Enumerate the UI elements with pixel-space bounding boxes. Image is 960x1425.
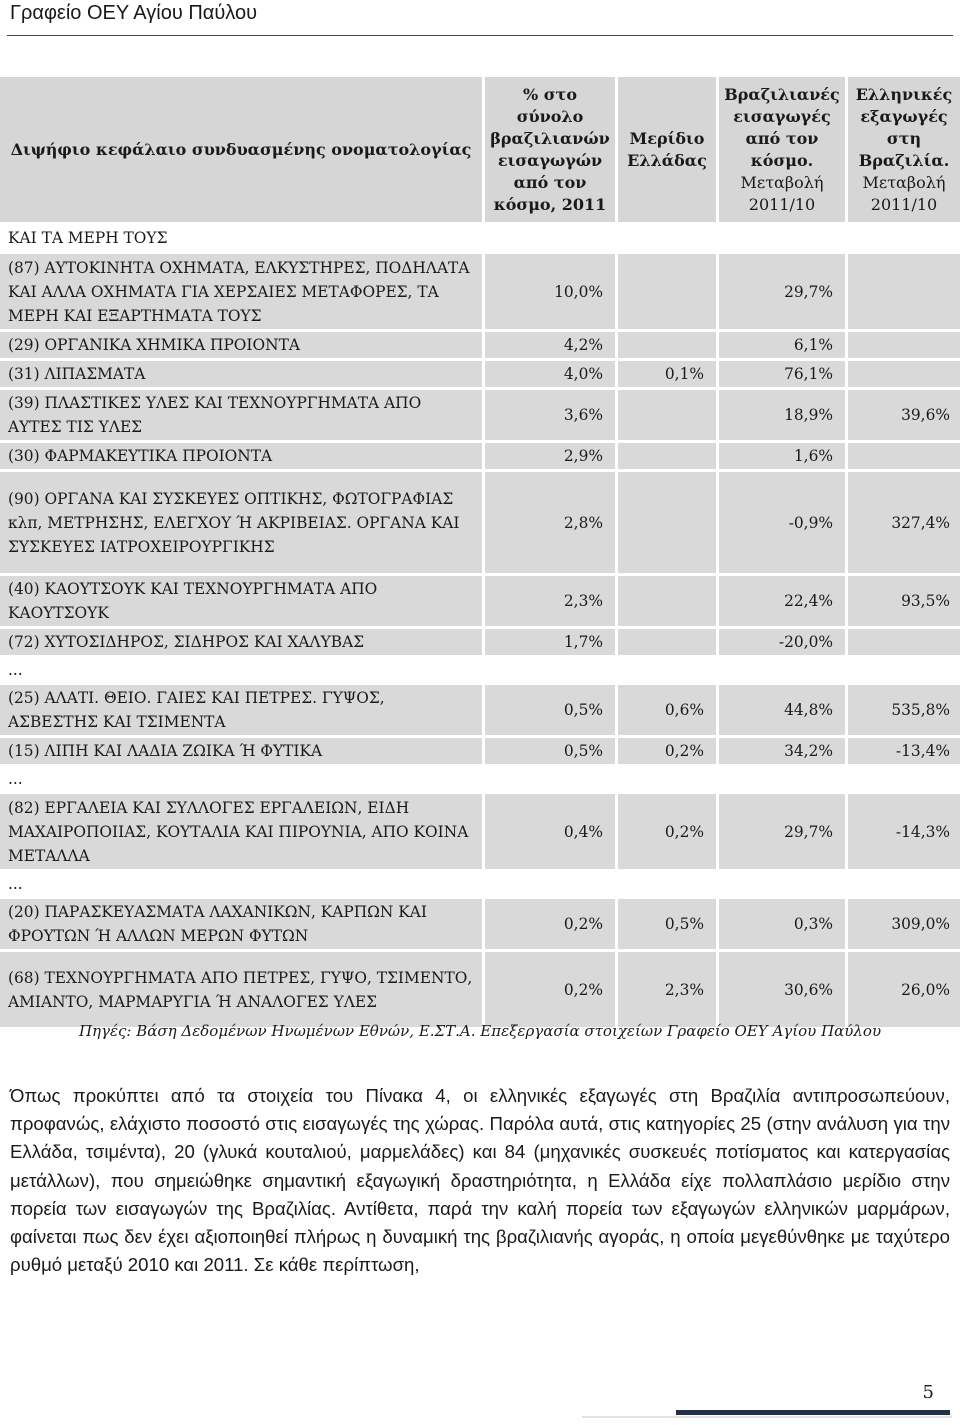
value-cell-greece: 0,2% <box>615 794 716 872</box>
value-cell-greek-exports-change: -14,3% <box>845 794 960 872</box>
value-cell-greece <box>615 254 716 332</box>
category-cell: (72) ΧΥΤΟΣΙΔΗΡΟΣ, ΣΙΔΗΡΟΣ ΚΑΙ ΧΑΛΥΒΑΣ <box>0 629 482 658</box>
category-cell: (25) ΑΛΑΤΙ. ΘΕΙΟ. ΓΑΙΕΣ ΚΑΙ ΠΕΤΡΕΣ. ΓΥΨΟΣ, ΑΣΒΕΣΤΗΣ ΚΑΙ ΤΣΙΜΕΝΤΑ <box>0 685 482 738</box>
value-cell-share <box>482 767 615 794</box>
category-cell: ... <box>0 658 482 685</box>
value-cell-share: 0,2% <box>482 899 615 952</box>
value-cell-imports-change: 6,1% <box>716 332 845 361</box>
table-row <box>0 629 960 658</box>
table-row <box>0 767 960 794</box>
value-cell-imports-change <box>716 767 845 794</box>
table-row <box>0 225 960 254</box>
value-cell-greek-exports-change <box>845 872 960 899</box>
value-cell-imports-change: 18,9% <box>716 390 845 443</box>
value-cell-greek-exports-change: 26,0% <box>845 952 960 1030</box>
value-cell-share: 2,3% <box>482 576 615 629</box>
header-divider <box>7 35 953 36</box>
value-cell-share: 2,9% <box>482 443 615 472</box>
value-cell-greek-exports-change <box>845 767 960 794</box>
column-header-line: σύνολο <box>516 106 584 126</box>
value-cell-greece <box>615 443 716 472</box>
column-header-line: κόσμο. <box>750 150 814 170</box>
column-header-line: από τον <box>745 128 819 148</box>
table-body <box>0 225 960 1030</box>
category-cell: (15) ΛΙΠΗ ΚΑΙ ΛΑΔΙΑ ΖΩΙΚΑ Ή ΦΥΤΙΚΑ <box>0 738 482 767</box>
value-cell-greece <box>615 472 716 576</box>
category-cell: ... <box>0 767 482 794</box>
value-cell-imports-change: 1,6% <box>716 443 845 472</box>
table-header-row <box>0 77 960 225</box>
value-cell-imports-change: 0,3% <box>716 899 845 952</box>
column-header-line: Βραζιλία. <box>858 150 950 170</box>
value-cell-greek-exports-change: 327,4% <box>845 472 960 576</box>
column-header-imports-change <box>716 77 845 225</box>
value-cell-imports-change <box>716 872 845 899</box>
value-cell-greece: 0,1% <box>615 361 716 390</box>
value-cell-greece <box>615 332 716 361</box>
column-header-line: % στο <box>522 84 577 104</box>
column-header-greek-exports-change <box>845 77 960 225</box>
value-cell-share: 0,2% <box>482 952 615 1030</box>
value-cell-greek-exports-change: 39,6% <box>845 390 960 443</box>
column-header-line: κόσμο, 2011 <box>493 194 607 214</box>
column-header-line: Ελληνικές <box>855 84 953 104</box>
value-cell-imports-change <box>716 225 845 254</box>
category-cell: (30) ΦΑΡΜΑΚΕΥΤΙΚΑ ΠΡΟΙΟΝΤΑ <box>0 443 482 472</box>
value-cell-share <box>482 225 615 254</box>
value-cell-share: 3,6% <box>482 390 615 443</box>
table-row <box>0 794 960 872</box>
source-note: Πηγές: Βάση Δεδομένων Ηνωμένων Εθνών, Ε.ΣΤ.Α. Επεξεργασία στοιχείων Γραφείο ΟΕΥ Αγίου Παύλου <box>78 1022 882 1040</box>
value-cell-greece <box>615 576 716 629</box>
value-cell-share: 0,4% <box>482 794 615 872</box>
value-cell-greek-exports-change: 309,0% <box>845 899 960 952</box>
table-row <box>0 443 960 472</box>
category-cell: (68) ΤΕΧΝΟΥΡΓΗΜΑΤΑ ΑΠΟ ΠΕΤΡΕΣ, ΓΥΨΟ, ΤΣΙΜΕΝΤΟ, ΑΜΙΑΝΤΟ, ΜΑΡΜΑΡΥΓΙΑ Ή ΑΝΑΛΟΓΕΣ ΥΛΕΣ <box>0 952 482 1030</box>
value-cell-greece <box>615 629 716 658</box>
table-row <box>0 738 960 767</box>
value-cell-greek-exports-change: -13,4% <box>845 738 960 767</box>
value-cell-greece <box>615 390 716 443</box>
value-cell-imports-change: 29,7% <box>716 254 845 332</box>
column-header-line: Ελλάδας <box>627 150 707 170</box>
value-cell-share: 4,0% <box>482 361 615 390</box>
category-cell: (82) ΕΡΓΑΛΕΙΑ ΚΑΙ ΣΥΛΛΟΓΕΣ ΕΡΓΑΛΕΙΩΝ, ΕΙΔΗ ΜΑΧΑΙΡΟΠΟΙΙΑΣ, ΚΟΥΤΑΛΙΑ ΚΑΙ ΠΙΡΟΥΝΙΑ, ΑΠΟ ΚΟΙΝΑ ΜΕΤΑΛΛΑ <box>0 794 482 872</box>
table-row <box>0 390 960 443</box>
category-cell: (29) ΟΡΓΑΝΙΚΑ ΧΗΜΙΚΑ ΠΡΟΙΟΝΤΑ <box>0 332 482 361</box>
value-cell-imports-change: -20,0% <box>716 629 845 658</box>
category-cell: (20) ΠΑΡΑΣΚΕΥΑΣΜΑΤΑ ΛΑΧΑΝΙΚΩΝ, ΚΑΡΠΩΝ ΚΑΙ ΦΡΟΥΤΩΝ Ή ΑΛΛΩΝ ΜΕΡΩΝ ΦΥΤΩΝ <box>0 899 482 952</box>
column-header-line: εξαγωγές <box>860 106 948 126</box>
column-header-greece-share <box>615 77 716 225</box>
value-cell-imports-change: 29,7% <box>716 794 845 872</box>
category-cell: (31) ΛΙΠΑΣΜΑΤΑ <box>0 361 482 390</box>
category-cell: (39) ΠΛΑΣΤΙΚΕΣ ΥΛΕΣ ΚΑΙ ΤΕΧΝΟΥΡΓΗΜΑΤΑ ΑΠΟ ΑΥΤΕΣ ΤΙΣ ΥΛΕΣ <box>0 390 482 443</box>
value-cell-greek-exports-change <box>845 361 960 390</box>
table-row <box>0 254 960 332</box>
value-cell-greece: 0,5% <box>615 899 716 952</box>
page-header <box>0 0 960 36</box>
value-cell-share <box>482 872 615 899</box>
column-header-line: εισαγωγές <box>733 106 831 126</box>
column-header-line: εισαγωγών <box>497 150 603 170</box>
table-row <box>0 361 960 390</box>
footer-rule-dark <box>676 1410 950 1415</box>
value-cell-share <box>482 658 615 685</box>
value-cell-greek-exports-change <box>845 658 960 685</box>
value-cell-greek-exports-change <box>845 629 960 658</box>
table-row <box>0 472 960 576</box>
column-header-line: Διψήφιο κεφάλαιο συνδυασμένης ονοματολογίας <box>10 139 472 159</box>
column-header-share <box>482 77 615 225</box>
category-cell: (40) ΚΑΟΥΤΣΟΥΚ ΚΑΙ ΤΕΧΝΟΥΡΓΗΜΑΤΑ ΑΠΟ ΚΑΟΥΤΣΟΥΚ <box>0 576 482 629</box>
column-header-line: βραζιλιανών <box>490 128 610 148</box>
column-header-line: 2011/10 <box>870 194 938 214</box>
column-header-line: στη <box>886 128 922 148</box>
value-cell-imports-change: 34,2% <box>716 738 845 767</box>
category-cell: ... <box>0 872 482 899</box>
value-cell-imports-change <box>716 658 845 685</box>
value-cell-greece <box>615 658 716 685</box>
value-cell-share: 0,5% <box>482 738 615 767</box>
table-row <box>0 658 960 685</box>
value-cell-greek-exports-change <box>845 443 960 472</box>
category-cell: (90) ΟΡΓΑΝΑ ΚΑΙ ΣΥΣΚΕΥΕΣ ΟΠΤΙΚΗΣ, ΦΩΤΟΓΡΑΦΙΑΣ κλπ, ΜΕΤΡΗΣΗΣ, ΕΛΕΓΧΟΥ Ή ΑΚΡΙΒΕΙΑΣ. ΟΡΓΑΝΑ ΚΑΙ ΣΥΣΚΕΥΕΣ ΙΑΤΡΟΧΕΙΡΟΥΡΓΙΚΗΣ <box>0 472 482 576</box>
category-cell: (87) ΑΥΤΟΚΙΝΗΤΑ ΟΧΗΜΑΤΑ, ΕΛΚΥΣΤΗΡΕΣ, ΠΟΔΗΛΑΤΑ ΚΑΙ ΑΛΛΑ ΟΧΗΜΑΤΑ ΓΙΑ ΧΕΡΣΑΙΕΣ ΜΕΤΑΦΟΡΕΣ, ΤΑ ΜΕΡΗ ΚΑΙ ΕΞΑΡΤΗΜΑΤΑ ΤΟΥΣ <box>0 254 482 332</box>
column-header-line: Μερίδιο <box>629 128 705 148</box>
value-cell-share: 2,8% <box>482 472 615 576</box>
table-row <box>0 899 960 952</box>
value-cell-share: 0,5% <box>482 685 615 738</box>
column-header-category <box>0 77 482 225</box>
imports-table <box>0 77 960 1030</box>
category-cell: ΚΑΙ ΤΑ ΜΕΡΗ ΤΟΥΣ <box>0 225 482 254</box>
footer-rule-light <box>582 1416 952 1418</box>
column-header-line: Μεταβολή <box>740 172 824 192</box>
value-cell-imports-change: 76,1% <box>716 361 845 390</box>
body-paragraph: Όπως προκύπτει από τα στοιχεία του Πίνακα 4, οι ελληνικές εξαγωγές στη Βραζιλία αντιπροσωπεύουν, προφανώς, ελάχιστο ποσοστό στις εισαγωγές της χώρας. Παρόλα αυτά, στις κατηγορίες 25 (στην ανάλυση για την Ελλάδα, τσιμέντα), 20 (γλυκά κουταλιού, μαρμελάδες) και 84 (μηχανικές συσκευές ποτίσματος και κατεργασίας μετάλλων), που σημειώθηκε σημαντική εξαγωγική δραστηριότητα, η Ελλάδα είχε πολλαπλάσιο μερίδιο στην πορεία των εισαγωγών της Βραζιλίας. Αντίθετα, παρά την καλή πορεία των εξαγωγών ελληνικών μαρμάρων, φαίνεται πως δεν έχει αξιοποιηθεί πλήρως η δυναμική της βραζιλιανής αγοράς, η οποία μεγεθύνθηκε με ταχύτερο ρυθμό μεταξύ 2010 και 2011. Σε κάθε περίπτωση, <box>10 1085 950 1276</box>
value-cell-imports-change: 30,6% <box>716 952 845 1030</box>
table-row <box>0 576 960 629</box>
value-cell-greece <box>615 225 716 254</box>
column-header-line: 2011/10 <box>748 194 816 214</box>
column-header-line: Μεταβολή <box>862 172 946 192</box>
value-cell-imports-change: -0,9% <box>716 472 845 576</box>
header-title: Γραφείο ΟΕΥ Αγίου Παύλου <box>10 2 258 24</box>
table-row <box>0 952 960 1030</box>
value-cell-share: 4,2% <box>482 332 615 361</box>
value-cell-greek-exports-change <box>845 254 960 332</box>
column-header-line: Βραζιλιανές <box>724 84 840 104</box>
value-cell-greece <box>615 872 716 899</box>
value-cell-greece: 2,3% <box>615 952 716 1030</box>
value-cell-share: 10,0% <box>482 254 615 332</box>
value-cell-greek-exports-change <box>845 225 960 254</box>
value-cell-greek-exports-change: 535,8% <box>845 685 960 738</box>
value-cell-greece: 0,6% <box>615 685 716 738</box>
column-header-line: από τον <box>513 172 587 192</box>
value-cell-imports-change: 22,4% <box>716 576 845 629</box>
value-cell-share: 1,7% <box>482 629 615 658</box>
value-cell-greek-exports-change <box>845 332 960 361</box>
value-cell-imports-change: 44,8% <box>716 685 845 738</box>
value-cell-greek-exports-change: 93,5% <box>845 576 960 629</box>
table-row <box>0 872 960 899</box>
table-row <box>0 332 960 361</box>
value-cell-greece <box>615 767 716 794</box>
value-cell-greece: 0,2% <box>615 738 716 767</box>
page-number: 5 <box>922 1382 934 1403</box>
table-row <box>0 685 960 738</box>
